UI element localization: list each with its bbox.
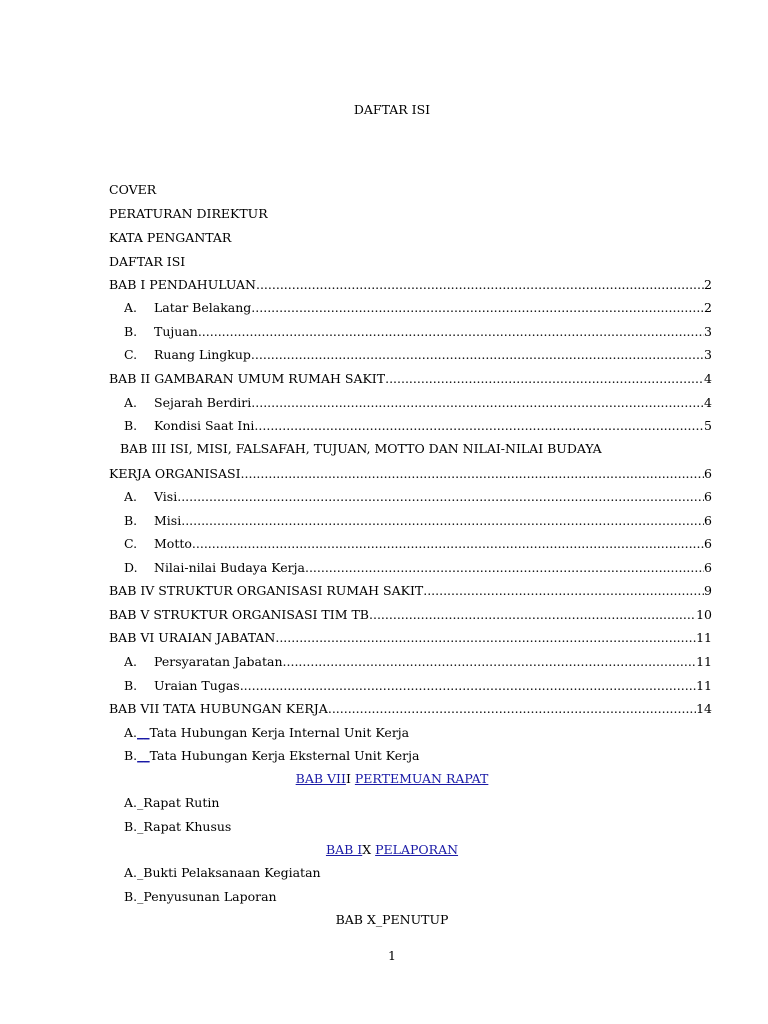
toc-entry-bab-5 bbox=[109, 606, 712, 624]
toc-kata-pengantar: KATA PENGANTAR bbox=[109, 230, 232, 245]
toc-page: 11 bbox=[696, 654, 712, 669]
toc-label: BAB VI URAIAN JABATAN bbox=[109, 630, 276, 645]
toc-leader bbox=[241, 465, 705, 483]
toc-leader bbox=[328, 700, 696, 718]
toc-entry-bab-6-b bbox=[124, 677, 712, 695]
toc-entry-bab-3 bbox=[109, 465, 712, 483]
toc-page: 10 bbox=[696, 607, 712, 622]
toc-label: BAB VII TATA HUBUNGAN KERJA bbox=[109, 701, 328, 716]
toc-entry-bab-2-b bbox=[124, 417, 712, 435]
toc-entry-bab-7-a bbox=[124, 724, 409, 742]
bab-8-suffix: I bbox=[345, 771, 351, 786]
toc-page: 14 bbox=[696, 701, 712, 716]
toc-marker: C. bbox=[124, 536, 138, 551]
toc-label: Motto bbox=[154, 536, 192, 551]
toc-marker: A. bbox=[124, 489, 138, 504]
toc-entry-bab-1-c bbox=[124, 346, 712, 364]
toc-entry-bab-1-a bbox=[124, 299, 712, 317]
page-number: 1 bbox=[388, 948, 396, 963]
toc-label: Rapat Khusus bbox=[143, 819, 232, 834]
toc-label: Penyusunan Laporan bbox=[143, 889, 277, 904]
toc-entry-bab-2 bbox=[109, 370, 712, 388]
toc-marker: D. bbox=[124, 560, 138, 575]
toc-marker: B. bbox=[124, 324, 138, 339]
toc-entry-bab-3-d bbox=[124, 559, 712, 577]
toc-page: 6 bbox=[704, 466, 712, 481]
toc-label: Uraian Tugas bbox=[154, 678, 240, 693]
toc-entry-bab-3-a bbox=[124, 488, 712, 506]
toc-label: Visi bbox=[154, 489, 178, 504]
toc-leader bbox=[192, 535, 704, 553]
toc-entry-bab-6 bbox=[109, 629, 712, 647]
toc-marker: A. bbox=[124, 865, 138, 880]
link-underscore[interactable]: __ bbox=[137, 748, 150, 763]
toc-entry-bab-8 bbox=[0, 770, 768, 788]
toc-label: Bukti Pelaksanaan Kegiatan bbox=[143, 865, 321, 880]
toc-page: 6 bbox=[704, 513, 712, 528]
toc-sep: _ bbox=[137, 795, 144, 810]
toc-label: KERJA ORGANISASI bbox=[109, 466, 241, 481]
toc-entry-bab-7 bbox=[109, 700, 712, 718]
toc-bab-3-heading: BAB III ISI, MISI, FALSAFAH, TUJUAN, MOTTO DAN NILAI-NILAI BUDAYA bbox=[120, 441, 602, 456]
toc-page: 4 bbox=[704, 395, 712, 410]
toc-page: 11 bbox=[696, 678, 712, 693]
toc-leader bbox=[251, 346, 704, 364]
toc-marker: A. bbox=[124, 395, 138, 410]
toc-marker: A. bbox=[124, 654, 138, 669]
toc-marker: B. bbox=[124, 748, 138, 763]
toc-entry-bab-1 bbox=[109, 276, 712, 294]
toc-leader bbox=[198, 323, 704, 341]
toc-entry-bab-6-a bbox=[124, 653, 712, 671]
bab-10-label: BAB X bbox=[335, 912, 376, 927]
toc-leader bbox=[240, 677, 696, 695]
toc-leader bbox=[251, 299, 704, 317]
toc-leader bbox=[177, 488, 704, 506]
toc-page: 3 bbox=[704, 324, 712, 339]
toc-entry-bab-10: BAB X_PENUTUP bbox=[335, 912, 449, 927]
toc-entry-bab-8-b bbox=[124, 818, 231, 836]
toc-label: BAB II GAMBARAN UMUM RUMAH SAKIT bbox=[109, 371, 386, 386]
toc-entry-bab-9-b bbox=[124, 888, 277, 906]
toc-page: 6 bbox=[704, 560, 712, 575]
toc-peraturan-direktur: PERATURAN DIREKTUR bbox=[109, 206, 268, 221]
toc-entry-bab-8-a bbox=[124, 794, 219, 812]
toc-label: Ruang Lingkup bbox=[154, 347, 251, 362]
toc-entry-bab-3-c bbox=[124, 535, 712, 553]
toc-leader bbox=[181, 512, 704, 530]
toc-label: Tujuan bbox=[154, 324, 198, 339]
link-pelaporan[interactable]: PELAPORAN bbox=[375, 842, 459, 857]
toc-leader bbox=[369, 606, 696, 624]
bab-10-title: PENUTUP bbox=[382, 912, 449, 927]
toc-leader bbox=[251, 394, 704, 412]
toc-label: Sejarah Berdiri bbox=[154, 395, 252, 410]
link-pertemuan-rapat[interactable]: PERTEMUAN RAPAT bbox=[354, 771, 489, 786]
toc-label: Rapat Rutin bbox=[143, 795, 220, 810]
toc-label: Tata Hubungan Kerja Internal Unit Kerja bbox=[149, 725, 410, 740]
toc-marker: A. bbox=[124, 725, 138, 740]
toc-label: Misi bbox=[154, 513, 182, 528]
link-bab-9[interactable]: BAB I bbox=[325, 842, 363, 857]
toc-entry-bab-3-b bbox=[124, 512, 712, 530]
toc-label: BAB IV STRUKTUR ORGANISASI RUMAH SAKIT bbox=[109, 583, 424, 598]
toc-label: Latar Belakang bbox=[154, 300, 252, 315]
toc-marker: B. bbox=[124, 678, 138, 693]
toc-page: 11 bbox=[696, 630, 712, 645]
toc-leader bbox=[305, 559, 704, 577]
toc-label: Nilai-nilai Budaya Kerja bbox=[154, 560, 305, 575]
toc-marker: B. bbox=[124, 513, 138, 528]
toc-page: 9 bbox=[704, 583, 712, 598]
toc-label: Kondisi Saat Ini bbox=[154, 418, 255, 433]
toc-marker: A. bbox=[124, 795, 138, 810]
toc-leader bbox=[275, 629, 696, 647]
toc-page: 5 bbox=[704, 418, 712, 433]
toc-sep: _ bbox=[137, 865, 144, 880]
toc-marker: B. bbox=[124, 819, 138, 834]
toc-marker: A. bbox=[124, 300, 138, 315]
toc-entry-bab-9 bbox=[0, 841, 768, 859]
toc-leader bbox=[423, 582, 704, 600]
toc-entry-bab-2-a bbox=[124, 394, 712, 412]
toc-marker: C. bbox=[124, 347, 138, 362]
bab-9-suffix: X bbox=[362, 842, 372, 857]
toc-label: Tata Hubungan Kerja Eksternal Unit Kerja bbox=[149, 748, 420, 763]
toc-page: 4 bbox=[704, 371, 712, 386]
toc-leader bbox=[254, 417, 704, 435]
toc-entry-bab-1-b bbox=[124, 323, 712, 341]
toc-leader bbox=[256, 276, 704, 294]
toc-marker: B. bbox=[124, 889, 138, 904]
toc-label: Persyaratan Jabatan bbox=[154, 654, 283, 669]
toc-daftar-isi: DAFTAR ISI bbox=[109, 254, 186, 269]
toc-page: 2 bbox=[704, 277, 712, 292]
toc-leader bbox=[385, 370, 704, 388]
toc-marker: B. bbox=[124, 418, 138, 433]
toc-page: 6 bbox=[704, 536, 712, 551]
toc-leader bbox=[283, 653, 697, 671]
toc-page: 6 bbox=[704, 489, 712, 504]
toc-label: BAB I PENDAHULUAN bbox=[109, 277, 256, 292]
toc-label: BAB V STRUKTUR ORGANISASI TIM TB bbox=[109, 607, 369, 622]
toc-page: 3 bbox=[704, 347, 712, 362]
page-title: DAFTAR ISI bbox=[353, 102, 431, 117]
link-underscore[interactable]: __ bbox=[137, 725, 150, 740]
link-bab-8[interactable]: BAB VII bbox=[295, 771, 346, 786]
toc-entry-bab-4 bbox=[109, 582, 712, 600]
toc-sep: _ bbox=[137, 889, 144, 904]
toc-sep: _ bbox=[137, 819, 144, 834]
toc-entry-bab-9-a bbox=[124, 864, 321, 882]
toc-page: 2 bbox=[704, 300, 712, 315]
toc-cover: COVER bbox=[109, 182, 157, 197]
toc-entry-bab-7-b bbox=[124, 747, 419, 765]
